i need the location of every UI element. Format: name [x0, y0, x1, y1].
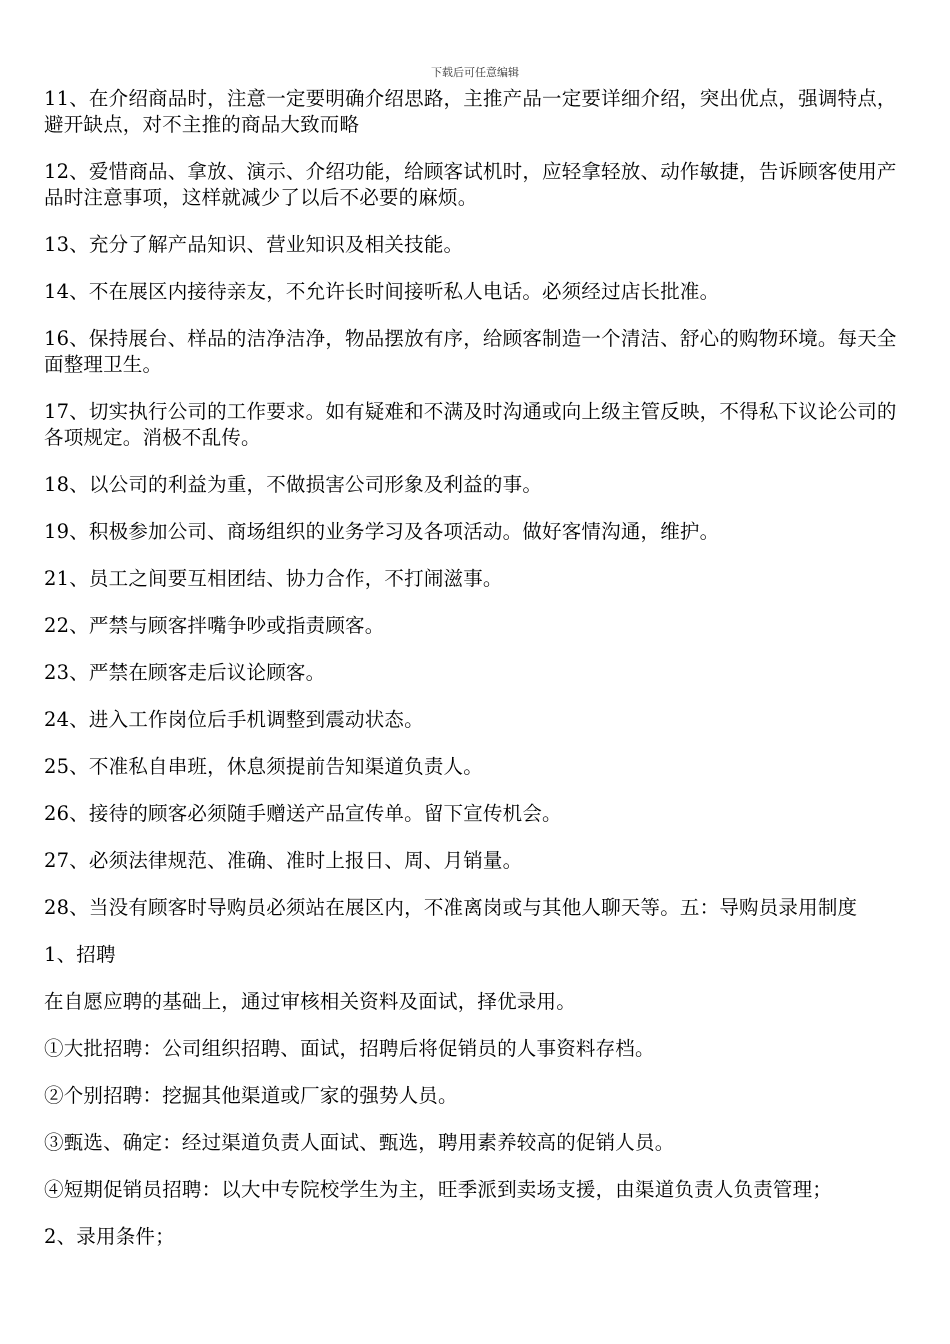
paragraph-rule-12: 12、爱惜商品、拿放、演示、介绍功能，给顾客试机时，应轻拿轻放、动作敏捷，告诉顾客使用产品时注意事项，这样就减少了以后不必要的麻烦。: [44, 160, 897, 209]
list-item-individual-recruitment: ②个别招聘：挖掘其他渠道或厂家的强势人员。: [44, 1084, 458, 1107]
paragraph-rule-18: 18、以公司的利益为重，不做损害公司形象及利益的事。: [44, 473, 543, 496]
list-item-selection: ③甄选、确定：经过渠道负责人面试、甄选，聘用素养较高的促销人员。: [44, 1131, 675, 1154]
document-body: [44, 86, 904, 1271]
paragraph-rule-19: 19、积极参加公司、商场组织的业务学习及各项活动。做好客情沟通，维护。: [44, 520, 720, 543]
paragraph-rule-14: 14、不在展区内接待亲友，不允许长时间接听私人电话。必须经过店长批准。: [44, 280, 720, 303]
list-item-short-term-recruitment: ④短期促销员招聘：以大中专院校学生为主，旺季派到卖场支援，由渠道负责人负责管理；: [44, 1178, 833, 1201]
paragraph-rule-23: 23、严禁在顾客走后议论顾客。: [44, 661, 326, 684]
header-note: 下载后可任意编辑: [431, 66, 519, 79]
paragraph-rule-17: 17、切实执行公司的工作要求。如有疑难和不满及时沟通或向上级主管反映，不得私下议论公司的各项规定。消极不乱传。: [44, 400, 897, 449]
paragraph-rule-24: 24、进入工作岗位后手机调整到震动状态。: [44, 708, 424, 731]
paragraph-rule-13: 13、充分了解产品知识、营业知识及相关技能。: [44, 233, 464, 256]
list-item-bulk-recruitment: ①大批招聘：公司组织招聘、面试，招聘后将促销员的人事资料存档。: [44, 1037, 655, 1060]
section-heading-hiring-conditions: 2、录用条件；: [44, 1225, 175, 1248]
paragraph-rule-21: 21、员工之间要互相团结、协力合作，不打闹滋事。: [44, 567, 503, 590]
section-heading-recruitment: 1、招聘: [44, 943, 116, 966]
paragraph-rule-22: 22、严禁与顾客拌嘴争吵或指责顾客。: [44, 614, 385, 637]
paragraph-rule-26: 26、接待的顾客必须随手赠送产品宣传单。留下宣传机会。: [44, 802, 562, 825]
paragraph-rule-27: 27、必须法律规范、准确、准时上报日、周、月销量。: [44, 849, 523, 872]
paragraph-rule-28: 28、当没有顾客时导购员必须站在展区内，不准离岗或与其他人聊天等。五：导购员录用制度: [44, 896, 858, 919]
paragraph-rule-25: 25、不准私自串班，休息须提前告知渠道负责人。: [44, 755, 483, 778]
paragraph-rule-16: 16、保持展台、样品的洁净洁净，物品摆放有序，给顾客制造一个清洁、舒心的购物环境。每天全面整理卫生。: [44, 327, 897, 376]
paragraph-rule-11: 11、在介绍商品时，注意一定要明确介绍思路，主推产品一定要详细介绍，突出优点，强调特点，避开缺点，对不主推的商品大致而略: [44, 87, 897, 136]
paragraph-recruitment-intro: 在自愿应聘的基础上，通过审核相关资料及面试，择优录用。: [44, 990, 576, 1013]
